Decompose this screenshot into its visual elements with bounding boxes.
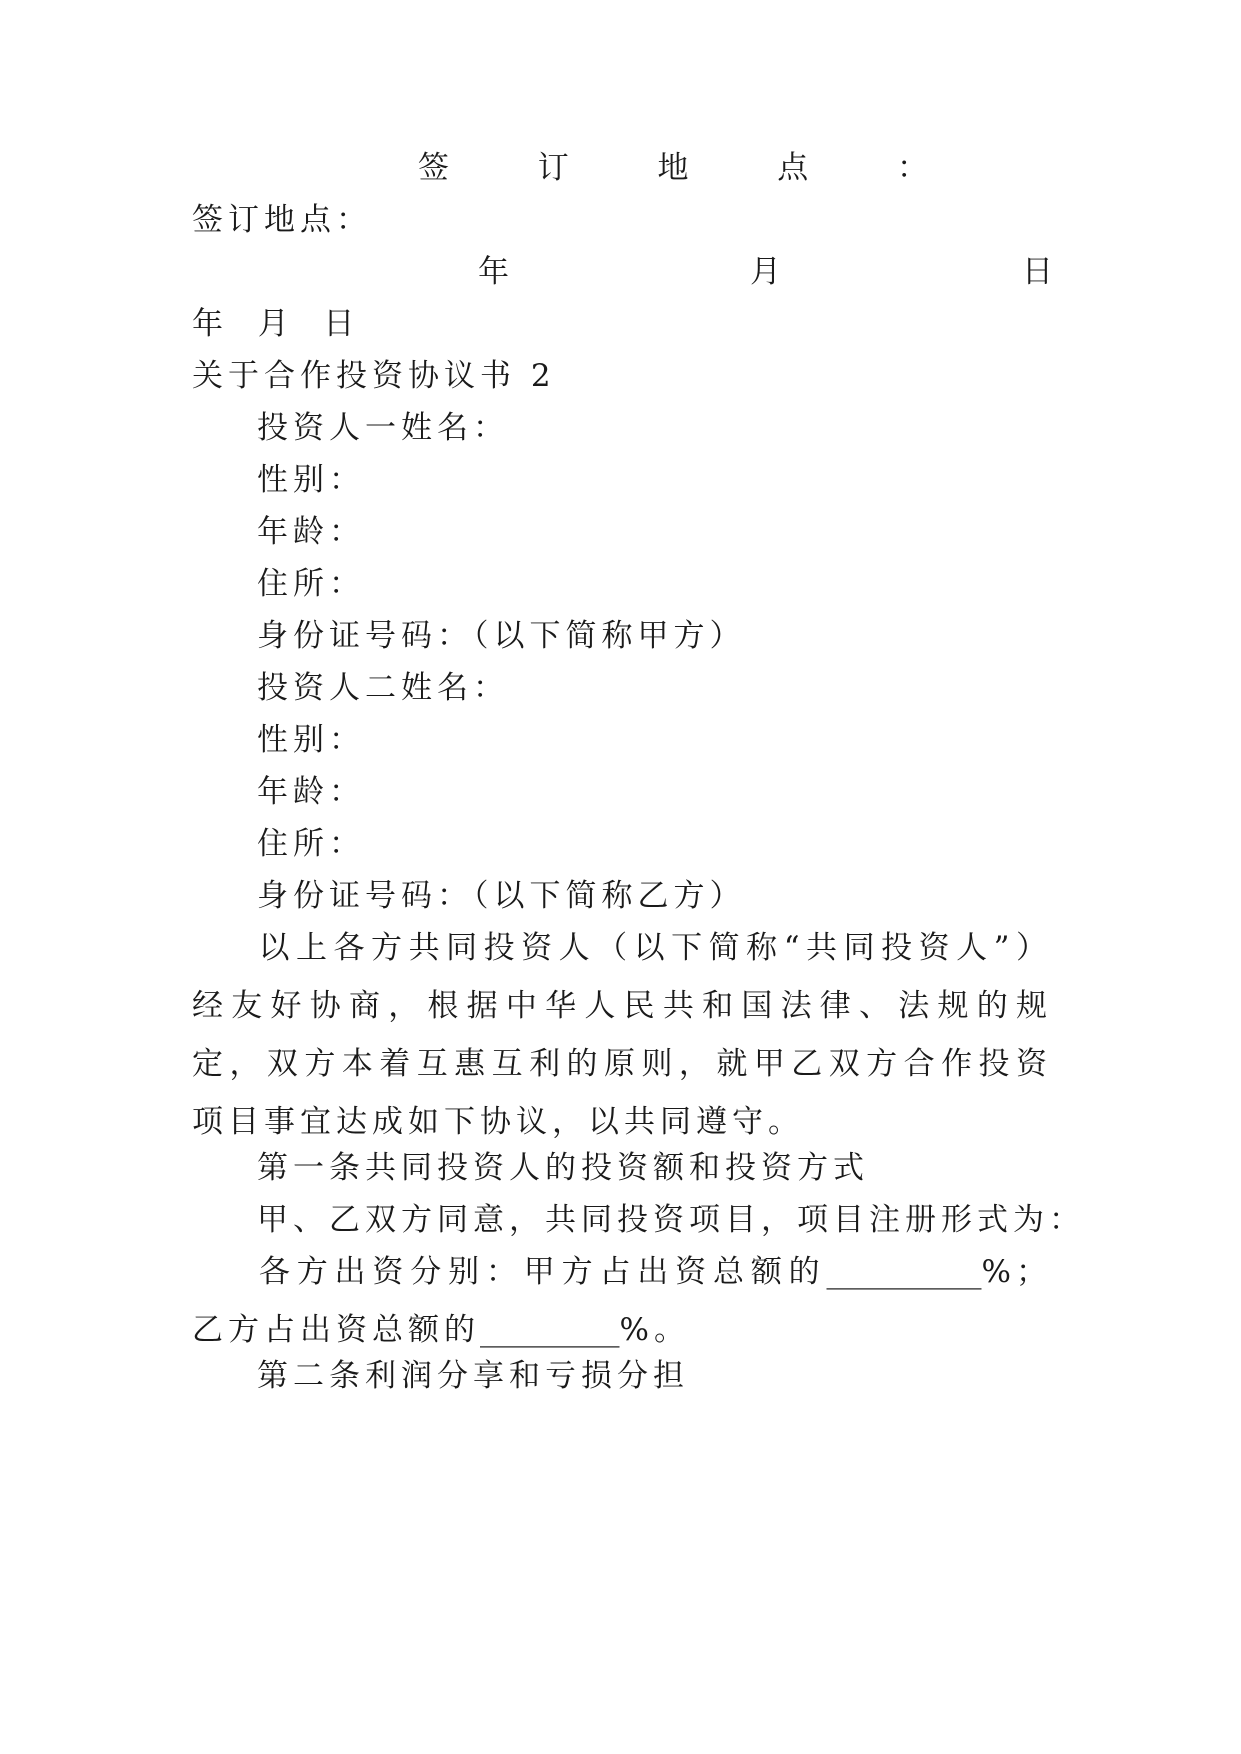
spread-char: 点 xyxy=(777,150,809,186)
investor2-id: 身份证号码：（以下简称乙方） xyxy=(257,878,746,914)
document-title: 关于合作投资协议书 2 xyxy=(192,358,556,394)
spread-char: 月 xyxy=(750,254,781,290)
article2-title: 第二条利润分享和亏损分担 xyxy=(257,1358,689,1394)
contribution-blank1: __________ xyxy=(826,1254,982,1290)
date-line: 年 月 日 xyxy=(192,306,360,342)
contribution-part3: %。 xyxy=(619,1312,690,1348)
spread-char: 日 xyxy=(1022,254,1053,290)
investor1-name: 投资人一姓名： xyxy=(257,410,509,446)
investor1-age: 年龄： xyxy=(257,514,365,550)
intro-text: 以上各方共同投资人（以下简称“共同投资人”）经友好协商，根据中华人民共和国法律、法规的规定，双方本着互惠互利的原则，就甲乙双方合作投资项目事宜达成如下协议，以共同遵守。 xyxy=(192,930,1052,1140)
investor2-gender: 性别： xyxy=(257,722,365,758)
spread-char: 订 xyxy=(537,150,569,186)
date-spread xyxy=(478,252,1053,292)
spread-char: 签 xyxy=(418,150,449,186)
article1-text: 甲、乙双方同意，共同投资项目，项目注册形式为： xyxy=(257,1202,1085,1238)
investor1-address: 住所： xyxy=(257,566,365,602)
contribution-blank2: _________ xyxy=(480,1312,620,1348)
contribution-paragraph xyxy=(192,1243,1052,1359)
contribution-part2: %；乙方占出资总额的 xyxy=(192,1254,1052,1348)
investor2-name: 投资人二姓名： xyxy=(257,670,509,706)
investor1-id: 身份证号码：（以下简称甲方） xyxy=(257,618,746,654)
investor2-age: 年龄： xyxy=(257,774,365,810)
sign-place-spread xyxy=(418,148,928,188)
investor2-address: 住所： xyxy=(257,826,365,862)
spread-char: ： xyxy=(897,150,928,186)
spread-char: 年 xyxy=(478,254,509,290)
intro-paragraph xyxy=(192,919,1052,1151)
article1-title: 第一条共同投资人的投资额和投资方式 xyxy=(257,1150,869,1186)
contribution-part1: 各方出资分别：甲方占出资总额的 xyxy=(257,1254,827,1290)
sign-place-line: 签订地点： xyxy=(192,202,372,238)
investor1-gender: 性别： xyxy=(257,462,365,498)
spread-char: 地 xyxy=(657,150,689,186)
